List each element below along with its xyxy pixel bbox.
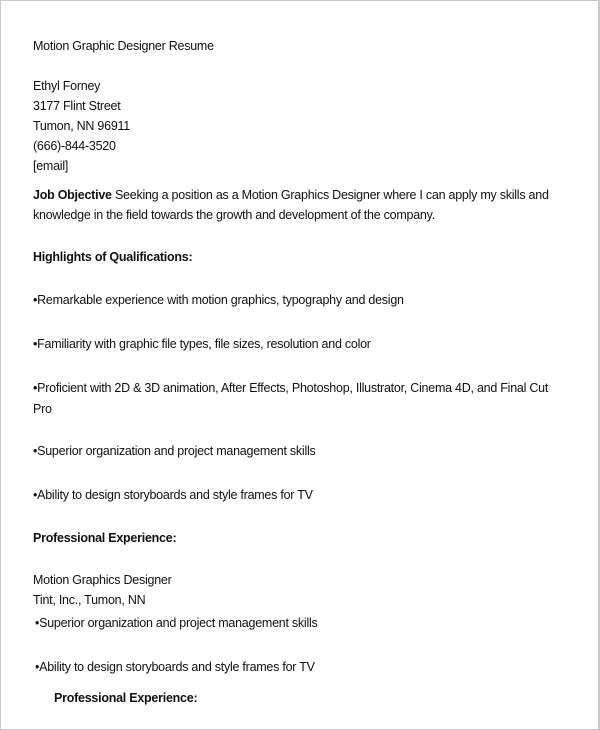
contact-phone: (666)-844-3520 [33, 139, 116, 153]
job-objective-text: Seeking a position as a Motion Graphics Designer where I can apply my skills and knowledge in the field towards the growth and development of the company. [33, 188, 549, 222]
experience-heading: Professional Experience: [33, 531, 177, 545]
experience-item: •Ability to design storyboards and style frames for TV [35, 660, 315, 674]
highlight-item: •Ability to design storyboards and style frames for TV [33, 488, 313, 502]
experience-job-title: Motion Graphics Designer [33, 573, 172, 587]
document-title: Motion Graphic Designer Resume [33, 39, 214, 53]
experience-heading-repeat: Professional Experience: [54, 691, 198, 705]
contact-street: 3177 Flint Street [33, 99, 121, 113]
experience-item: •Superior organization and project management skills [35, 616, 318, 630]
job-objective-label: Job Objective [33, 188, 112, 202]
highlight-item: •Familiarity with graphic file types, file sizes, resolution and color [33, 337, 371, 351]
contact-city: Tumon, NN 96911 [33, 119, 130, 133]
experience-company: Tint, Inc., Tumon, NN [33, 593, 146, 607]
highlight-item: •Remarkable experience with motion graphics, typography and design [33, 293, 404, 307]
highlight-item: •Superior organization and project management skills [33, 444, 316, 458]
highlight-item: •Proficient with 2D & 3D animation, After Effects, Photoshop, Illustrator, Cinema 4D, and Final Cut [33, 381, 549, 395]
job-objective [33, 185, 553, 225]
contact-name: Ethyl Forney [33, 79, 101, 93]
highlights-heading: Highlights of Qualifications: [33, 250, 193, 264]
highlight-item-continued: Pro [33, 402, 52, 416]
contact-email: [email] [33, 159, 69, 173]
